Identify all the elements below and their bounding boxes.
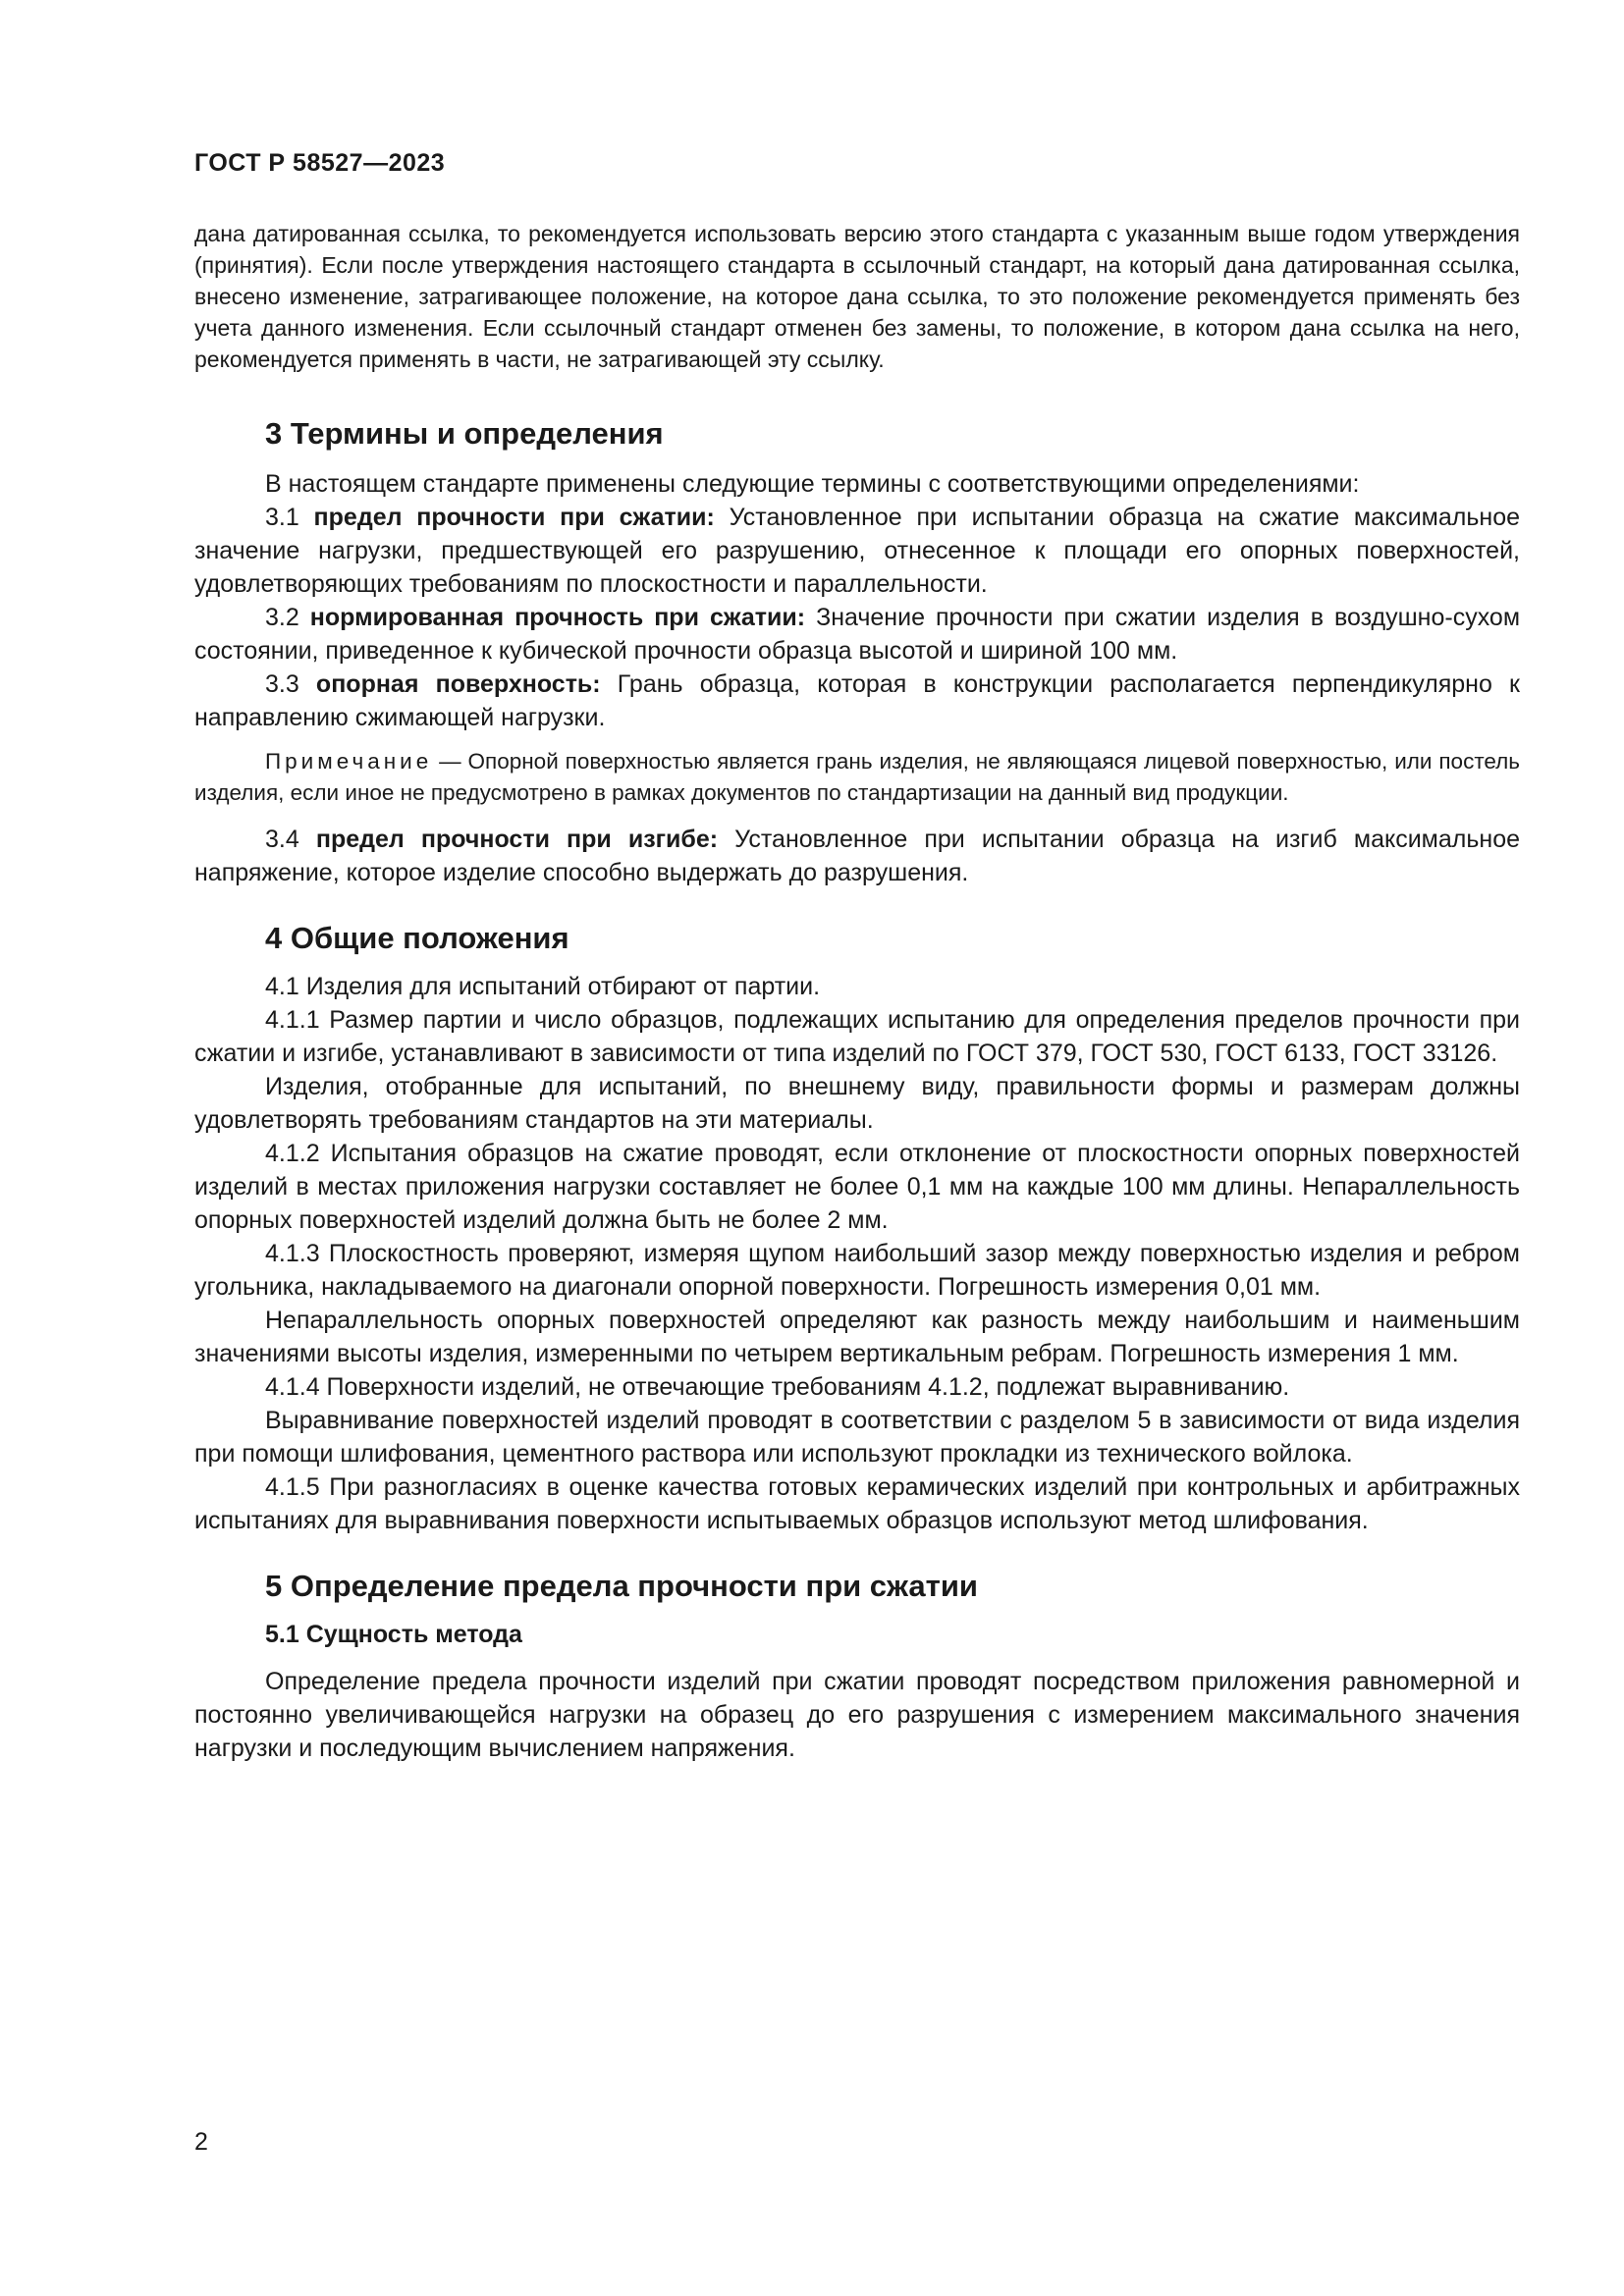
term-definition: Значение прочности при сжатии изделия в воздушно-сухом состоянии, приведенное к кубической прочности образца высотой и шириной 100 мм.: [194, 604, 1521, 665]
paragraph-4-1-2: 4.1.2 Испытания образцов на сжатие проводят, если отклонение от плоскостности опорных поверхностей изделий в местах приложения нагрузки составляет не более 0,1 мм на каждые 100 мм длины. Непараллельность опорных поверхностей изделий должна быть не более 2 мм.: [194, 1140, 1520, 1234]
paragraph-4-1-3-cont: Непараллельность опорных поверхностей определяют как разность между наибольшим и наименьшим значениями высоты изделия, измеренными по четырем вертикальным ребрам. Погрешность измерения 1 мм.: [194, 1307, 1520, 1367]
paragraph-4-1: 4.1 Изделия для испытаний отбирают от партии.: [265, 973, 821, 1000]
term-name: опорная поверхность:: [315, 670, 601, 698]
paragraph-4-1-4: 4.1.4 Поверхности изделий, не отвечающие требованиям 4.1.2, подлежат выравниванию.: [265, 1373, 1290, 1401]
term-3-1: [194, 501, 1520, 601]
note-text: — Опорной поверхностью является грань изделия, не являющаяся лицевой поверхностью, или постель изделия, если иное не предусмотрено в рамках документов по стандартизации на данный вид продукции.: [194, 749, 1520, 805]
section-5-title: 5 Определение предела прочности при сжатии: [265, 1569, 978, 1603]
document-body: [194, 218, 1520, 1765]
section-3-title: 3 Термины и определения: [265, 416, 664, 451]
document-header: ГОСТ Р 58527—2023: [194, 149, 446, 177]
intro-paragraph: дана датированная ссылка, то рекомендуется использовать версию этого стандарта с указанным выше годом утверждения (принятия). Если после утверждения настоящего стандарта в ссылочный стандарт, на который дана датированная ссылка, внесено изменение, затрагивающее положение, на которое дана ссылка, то это положение рекомендуется применять без учета данного изменения. Если ссылочный стандарт отменен без замены, то положение, в котором дана ссылка на него, рекомендуется применять в части, не затрагивающей эту ссылку.: [194, 221, 1520, 372]
paragraph-4-1-1-cont: Изделия, отобранные для испытаний, по внешнему виду, правильности формы и размерам должны удовлетворять требованиям стандартов на эти материалы.: [194, 1073, 1520, 1134]
term-number: 3.1: [265, 504, 314, 531]
paragraph-4-1-4-cont: Выравнивание поверхностей изделий проводят в соответствии с разделом 5 в зависимости от вида изделия при помощи шлифования, цементного раствора или используют прокладки из технического войлока.: [194, 1407, 1520, 1468]
section-3-lead: В настоящем стандарте применены следующие термины с соответствующими определениями:: [265, 470, 1360, 498]
subsection-5-1-title: 5.1 Сущность метода: [265, 1621, 522, 1648]
term-name: нормированная прочность при сжатии:: [309, 604, 806, 631]
paragraph-4-1-1: 4.1.1 Размер партии и число образцов, подлежащих испытанию для определения пределов прочности при сжатии и изгибе, устанавливают в зависимости от типа изделий по ГОСТ 379, ГОСТ 530, ГОСТ 6133, ГОСТ 33126.: [194, 1006, 1520, 1067]
paragraph-5-1: Определение предела прочности изделий при сжатии проводят посредством приложения равномерной и постоянно увеличивающейся нагрузки на образец до его разрушения с измерением максимального значения нагрузки и последующим вычислением напряжения.: [194, 1668, 1520, 1762]
note-label: Примечание: [265, 749, 433, 774]
term-3-3: [194, 667, 1520, 734]
term-number: 3.3: [265, 670, 316, 698]
page-number: 2: [194, 2128, 208, 2156]
term-definition: Грань образца, которая в конструкции располагается перпендикулярно к направлению сжимающей нагрузки.: [194, 670, 1520, 731]
term-definition: Установленное при испытании образца на изгиб максимальное напряжение, которое изделие способно выдержать до разрушения.: [194, 826, 1521, 886]
paragraph-4-1-5: 4.1.5 При разногласиях в оценке качества готовых керамических изделий при контрольных и арбитражных испытаниях для выравнивания поверхности испытываемых образцов используют метод шлифования.: [194, 1473, 1520, 1534]
term-number: 3.2: [265, 604, 310, 631]
term-3-2: [194, 601, 1520, 667]
term-3-4: [194, 823, 1520, 889]
section-4-title: 4 Общие положения: [265, 921, 569, 955]
term-name: предел прочности при изгибе:: [315, 826, 719, 853]
term-definition: Установленное при испытании образца на сжатие максимальное значение нагрузки, предшествующей его разрушению, отнесенное к площади его опорных поверхностей, удовлетворяющих требованиям по плоскостности и параллельности.: [194, 504, 1521, 598]
term-number: 3.4: [265, 826, 316, 853]
term-name: предел прочности при сжатии:: [313, 504, 715, 531]
paragraph-4-1-3: 4.1.3 Плоскостность проверяют, измеряя щупом наибольший зазор между поверхностью изделия и ребром угольника, накладываемого на диагонали опорной поверхности. Погрешность измерения 0,01 мм.: [194, 1240, 1520, 1301]
note-paragraph: [194, 746, 1520, 809]
